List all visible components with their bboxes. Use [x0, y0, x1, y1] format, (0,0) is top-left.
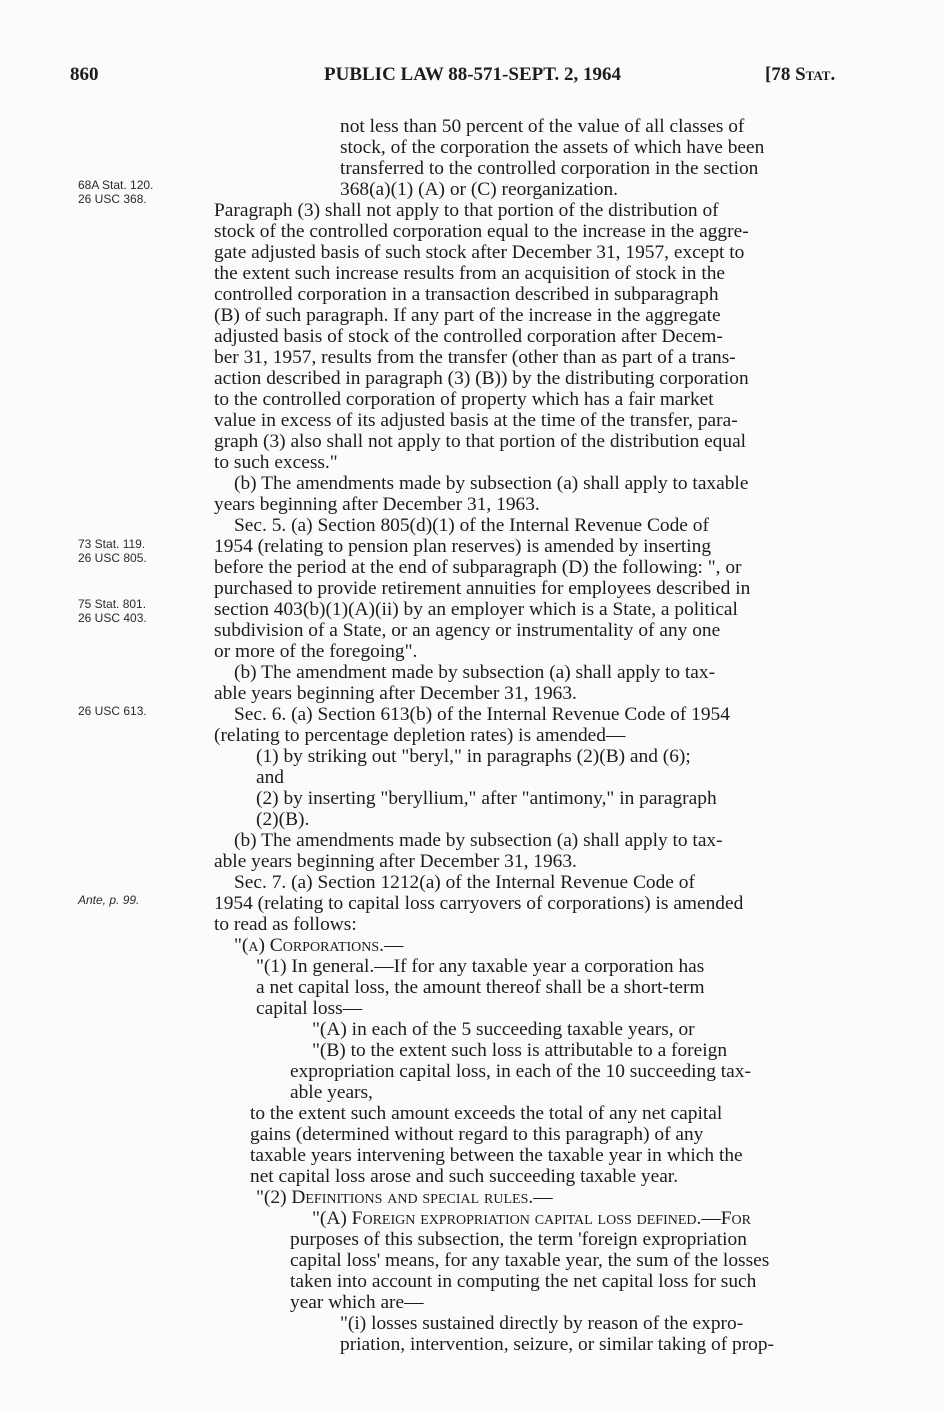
text-line: "(A) in each of the 5 succeeding taxable years, or [312, 1019, 695, 1040]
text-line: and [256, 767, 284, 788]
text-line: action described in paragraph (3) (B)) by the distributing corporation [214, 368, 749, 389]
page-number: 860 [70, 64, 99, 85]
text-line: Sec. 6. (a) Section 613(b) of the Internal Revenue Code of 1954 [234, 704, 730, 725]
text-line: gate adjusted basis of such stock after December 31, 1957, except to [214, 242, 745, 263]
text-line: not less than 50 percent of the value of all classes of [340, 116, 745, 137]
text-line: purchased to provide retirement annuities for employees described in [214, 578, 751, 599]
text-line: taxable years intervening between the taxable year in which the [250, 1145, 743, 1166]
running-title: PUBLIC LAW 88-571-SEPT. 2, 1964 [324, 64, 621, 85]
text-line: to read as follows: [214, 914, 357, 935]
text-line: transferred to the controlled corporation in the section [340, 158, 759, 179]
text-line: before the period at the end of subparagraph (D) the following: ", or [214, 557, 742, 578]
text-line: "(B) to the extent such loss is attributable to a foreign [312, 1040, 728, 1061]
text-line: adjusted basis of stock of the controlled corporation after Decem- [214, 326, 723, 347]
text-line: (relating to percentage depletion rates) is amended— [214, 725, 626, 746]
text-line: expropriation capital loss, in each of the 10 succeeding tax- [290, 1061, 751, 1082]
text-line: to such excess." [214, 452, 338, 473]
text-line: (b) The amendments made by subsection (a) shall apply to taxable [234, 473, 749, 494]
text-line: to the extent such amount exceeds the total of any net capital [250, 1103, 723, 1124]
text-line: stock of the controlled corporation equal to the increase in the aggre- [214, 221, 749, 242]
margin-note: 26 USC 403. [78, 611, 147, 625]
text-line: taken into account in computing the net capital loss for such [290, 1271, 757, 1292]
margin-note: 68A Stat. 120. [78, 178, 154, 192]
text-line: controlled corporation in a transaction described in subparagraph [214, 284, 719, 305]
text-line: purposes of this subsection, the term 'foreign expropriation [290, 1229, 747, 1250]
text-line: capital loss— [256, 998, 363, 1019]
margin-note: Ante, p. 99. [78, 893, 140, 907]
text-line: stock, of the corporation the assets of which have been [340, 137, 765, 158]
text-line: "(2) Definitions and special rules.— [256, 1187, 553, 1208]
text-line: (b) The amendments made by subsection (a) shall apply to tax- [234, 830, 723, 851]
text-line: Sec. 5. (a) Section 805(d)(1) of the Internal Revenue Code of [234, 515, 709, 536]
text-line: or more of the foregoing". [214, 641, 418, 662]
text-line: able years beginning after December 31, 1963. [214, 851, 577, 872]
page-header [0, 64, 945, 94]
text-line: gains (determined without regard to this paragraph) of any [250, 1124, 704, 1145]
margin-note: 73 Stat. 119. [78, 537, 146, 551]
text-line: graph (3) also shall not apply to that portion of the distribution equal [214, 431, 747, 452]
text-line: Sec. 7. (a) Section 1212(a) of the Internal Revenue Code of [234, 872, 695, 893]
text-line: year which are— [290, 1292, 424, 1313]
text-line: "(1) In general.—If for any taxable year a corporation has [256, 956, 705, 977]
text-line: Paragraph (3) shall not apply to that portion of the distribution of [214, 200, 719, 221]
margin-note: 26 USC 805. [78, 551, 147, 565]
text-line: "(a) Corporations.— [234, 935, 404, 956]
text-line: to the controlled corporation of property which has a fair market [214, 389, 714, 410]
text-line: 1954 (relating to capital loss carryovers of corporations) is amended [214, 893, 744, 914]
text-line: (b) The amendment made by subsection (a) shall apply to tax- [234, 662, 716, 683]
text-line: "(i) losses sustained directly by reason of the expro- [340, 1313, 744, 1334]
margin-note: 26 USC 613. [78, 704, 147, 718]
text-line: a net capital loss, the amount thereof shall be a short-term [256, 977, 705, 998]
text-line: value in excess of its adjusted basis at the time of the transfer, para- [214, 410, 738, 431]
text-line: (2) by inserting "beryllium," after "antimony," in paragraph [256, 788, 717, 809]
text-line: able years beginning after December 31, 1963. [214, 683, 577, 704]
text-line: able years, [290, 1082, 373, 1103]
text-line: years beginning after December 31, 1963. [214, 494, 540, 515]
text-line: subdivision of a State, or an agency or instrumentality of any one [214, 620, 721, 641]
text-line: priation, intervention, seizure, or similar taking of prop- [340, 1334, 775, 1355]
text-line: the extent such increase results from an acquisition of stock in the [214, 263, 726, 284]
text-line: 368(a)(1) (A) or (C) reorganization. [340, 179, 619, 200]
text-line: "(A) Foreign expropriation capital loss defined.—For [312, 1208, 751, 1229]
text-line: net capital loss arose and such succeeding taxable year. [250, 1166, 679, 1187]
stat-reference: [78 Stat. [765, 64, 836, 85]
margin-note: 75 Stat. 801. [78, 597, 147, 611]
text-line: (1) by striking out "beryl," in paragraphs (2)(B) and (6); [256, 746, 691, 767]
margin-note: 26 USC 368. [78, 192, 147, 206]
text-line: capital loss' means, for any taxable year, the sum of the losses [290, 1250, 770, 1271]
text-line: 1954 (relating to pension plan reserves) is amended by inserting [214, 536, 712, 557]
text-line: section 403(b)(1)(A)(ii) by an employer which is a State, a political [214, 599, 738, 620]
text-line: ber 31, 1957, results from the transfer (other than as part of a trans- [214, 347, 736, 368]
text-line: (2)(B). [256, 809, 310, 830]
text-line: (B) of such paragraph. If any part of the increase in the aggregate [214, 305, 721, 326]
